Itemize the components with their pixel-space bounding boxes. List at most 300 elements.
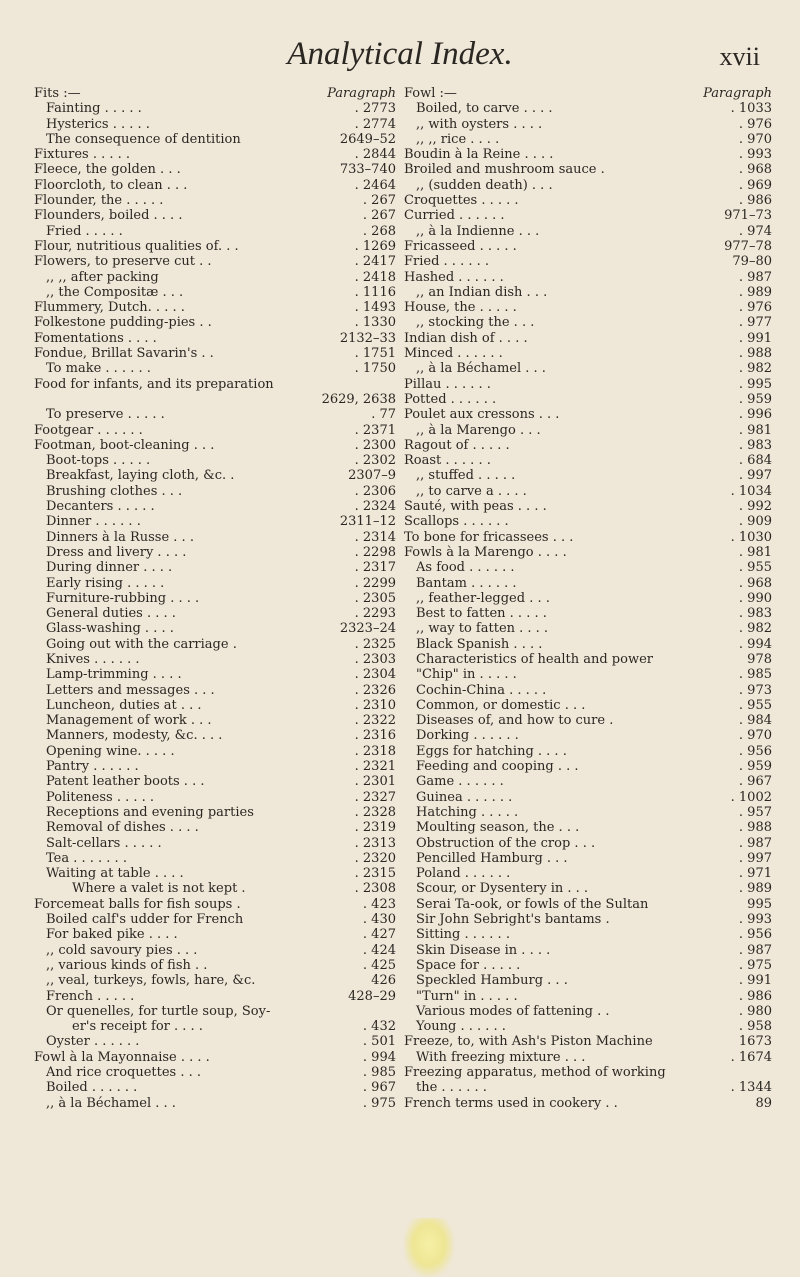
entry-text: With freezing mixture . . . [416, 1049, 586, 1065]
index-entry [404, 637, 772, 652]
entry-text: Folkestone pudding-pies . . [34, 315, 212, 331]
paragraph-number: . 970 [738, 131, 772, 147]
entry-text: Guinea . . . . . . [416, 789, 513, 805]
index-entry [404, 239, 772, 254]
paragraph-number: . 967 [362, 1080, 396, 1096]
entry-text: Fixtures . . . . . [34, 147, 131, 163]
paragraph-number: . 2774 [354, 116, 396, 132]
paragraph-number: . 959 [738, 759, 772, 775]
index-entry [404, 346, 772, 361]
index-entry [404, 958, 772, 973]
entry-text: Lamp-trimming . . . . [46, 667, 182, 683]
entry-text: Footman, boot-cleaning . . . [34, 437, 215, 453]
index-entry [404, 560, 772, 575]
entry-text: Bantam . . . . . . [416, 575, 517, 591]
index-entry [34, 836, 396, 851]
paragraph-number: . 970 [738, 728, 772, 744]
paragraph-number: . 994 [738, 636, 772, 652]
index-entry [34, 989, 396, 1004]
entry-text: Floorcloth, to clean . . . [34, 177, 188, 193]
index-entry [404, 881, 772, 896]
index-entry [404, 270, 772, 285]
paragraph-number: . 981 [738, 544, 772, 560]
entry-text: Croquettes . . . . . [404, 193, 519, 209]
paragraph-number: . 982 [738, 361, 772, 377]
paragraph-number: . 988 [738, 346, 772, 362]
paragraph-number: . 988 [738, 820, 772, 836]
index-entry [404, 759, 772, 774]
paragraph-number: . 2310 [354, 697, 396, 713]
entry-text: French . . . . . [46, 988, 135, 1004]
index-entry [404, 851, 772, 866]
paragraph-number: . 977 [738, 315, 772, 331]
paragraph-number: . 955 [738, 560, 772, 576]
paragraph-number: . 983 [738, 606, 772, 622]
index-entry [404, 484, 772, 499]
paragraph-number: . 968 [738, 575, 772, 591]
index-entry [404, 423, 772, 438]
paragraph-number: 2323–24 [339, 621, 396, 637]
paragraph-number: . 1002 [730, 789, 772, 805]
index-entry [34, 958, 396, 973]
index-entry [34, 545, 396, 560]
page-number: xvii [719, 42, 760, 71]
entry-text: Feeding and cooping . . . [416, 759, 579, 775]
index-entry [34, 759, 396, 774]
index-entry [404, 193, 772, 208]
index-entry [404, 285, 772, 300]
entry-text: As food . . . . . . [416, 560, 515, 576]
page-header [0, 30, 800, 78]
index-entry [404, 1096, 772, 1111]
index-entry [404, 377, 772, 392]
entry-text: Curried . . . . . . [404, 208, 505, 224]
index-entry [34, 1080, 396, 1095]
paragraph-number: . 976 [738, 300, 772, 316]
paragraph-number: . 2304 [354, 667, 396, 683]
entry-text: Ragout of . . . . . [404, 437, 510, 453]
entry-text: Politeness . . . . . [46, 789, 155, 805]
paragraph-number: . 2300 [354, 437, 396, 453]
paper-stain [404, 1218, 454, 1277]
entry-text: Fondue, Brillat Savarin's . . [34, 346, 214, 362]
paragraph-number: . 1030 [730, 529, 772, 545]
index-entry [34, 423, 396, 438]
index-entry [34, 744, 396, 759]
entry-text: ,, (sudden death) . . . [416, 177, 553, 193]
paragraph-number: . 982 [738, 621, 772, 637]
entry-text: Manners, modesty, &c. . . . [46, 728, 223, 744]
paragraph-number: . 990 [738, 590, 772, 606]
paragraph-number: . 501 [362, 1034, 396, 1050]
entry-text: Removal of dishes . . . . [46, 820, 199, 836]
entry-text: Fricasseed . . . . . [404, 238, 517, 254]
entry-text: Food for infants, and its preparation [34, 376, 274, 392]
entry-text: To bone for fricassees . . . [404, 529, 574, 545]
paragraph-number: . 430 [362, 912, 396, 928]
entry-text: To make . . . . . . [46, 361, 151, 377]
index-entry [34, 178, 396, 193]
paragraph-number: . 969 [738, 177, 772, 193]
index-entry [404, 1080, 772, 1095]
paragraph-number: . 955 [738, 697, 772, 713]
index-entry [34, 606, 396, 621]
index-entry [404, 820, 772, 835]
paragraph-number: . 427 [362, 927, 396, 943]
paragraph-number: . 974 [738, 223, 772, 239]
paragraph-number: . 980 [738, 1003, 772, 1019]
paragraph-number: . 958 [738, 1019, 772, 1035]
entry-text: ,, ,, rice . . . . [416, 131, 500, 147]
entry-text: "Turn" in . . . . . [416, 988, 518, 1004]
paragraph-number: . 986 [738, 193, 772, 209]
index-entry [34, 881, 396, 896]
paragraph-label: Paragraph [327, 86, 396, 101]
entry-text: ,, to carve a . . . . [416, 483, 527, 499]
paragraph-number: . 987 [738, 942, 772, 958]
entry-text: the . . . . . . [416, 1080, 487, 1096]
index-entry [34, 591, 396, 606]
entry-text: Freeze, to, with Ash's Piston Machine [404, 1034, 653, 1050]
entry-text: Flummery, Dutch. . . . . [34, 300, 185, 316]
paragraph-number: 2629, 2638 [321, 391, 396, 407]
entry-text: Diseases of, and how to cure . [416, 713, 614, 729]
paragraph-number: 995 [747, 896, 772, 912]
entry-text: Brushing clothes . . . [46, 483, 183, 499]
entry-text: Boiled calf's udder for French [46, 912, 244, 928]
entry-text: Cochin-China . . . . . [416, 682, 547, 698]
paragraph-number: . 968 [738, 162, 772, 178]
paragraph-number: . 985 [738, 667, 772, 683]
paragraph-number: . 2371 [354, 422, 396, 438]
paragraph-number: . 2301 [354, 774, 396, 790]
index-entry [34, 285, 396, 300]
index-entry [404, 927, 772, 942]
paragraph-number: . 956 [738, 743, 772, 759]
index-entry [34, 530, 396, 545]
index-entry [404, 438, 772, 453]
entry-text: Patent leather boots . . . [46, 774, 205, 790]
index-entry [34, 1019, 396, 1034]
entry-text: General duties . . . . [46, 606, 176, 622]
entry-text: ,, way to fatten . . . . [416, 621, 549, 637]
paragraph-number: . 2320 [354, 850, 396, 866]
index-entry [34, 851, 396, 866]
entry-text: Skin Disease in . . . . [416, 942, 551, 958]
entry-text: Space for . . . . . [416, 957, 521, 973]
index-entry [404, 836, 772, 851]
column-heading [404, 86, 772, 101]
index-entry [34, 147, 396, 162]
entry-text: For baked pike . . . . [46, 927, 178, 943]
index-entry [34, 392, 396, 407]
entry-text: Obstruction of the crop . . . [416, 835, 596, 851]
index-entry [34, 698, 396, 713]
entry-text: ,, stocking the . . . [416, 315, 535, 331]
paragraph-number: . 997 [738, 468, 772, 484]
index-entry [404, 1004, 772, 1019]
entry-text: ,, an Indian dish . . . [416, 284, 548, 300]
paragraph-number: . 989 [738, 881, 772, 897]
entry-text: Fowl à la Mayonnaise . . . . [34, 1049, 210, 1065]
paragraph-number: . 987 [738, 269, 772, 285]
index-entry [404, 744, 772, 759]
index-entry [34, 514, 396, 529]
entry-text: Hatching . . . . . [416, 804, 519, 820]
index-entry [404, 392, 772, 407]
entry-text: Game . . . . . . [416, 774, 504, 790]
index-entry [34, 866, 396, 881]
index-entry [404, 897, 772, 912]
entry-text: ,, various kinds of fish . . [46, 957, 208, 973]
index-entry [34, 576, 396, 591]
paragraph-number: . 2313 [354, 835, 396, 851]
entry-text: Waiting at table . . . . [46, 866, 184, 882]
entry-text: Fried . . . . . [46, 223, 123, 239]
entry-text: Boiled . . . . . . [46, 1080, 138, 1096]
paragraph-number: . 1493 [354, 300, 396, 316]
index-entry [34, 897, 396, 912]
entry-text: Management of work . . . [46, 713, 212, 729]
entry-text: Poland . . . . . . [416, 866, 511, 882]
paragraph-number: . 909 [738, 514, 772, 530]
index-entry [404, 315, 772, 330]
paragraph-number: . 1034 [730, 483, 772, 499]
index-entry [404, 1019, 772, 1034]
paragraph-number: . 424 [362, 942, 396, 958]
index-entry [404, 331, 772, 346]
entry-text: During dinner . . . . [46, 560, 173, 576]
entry-text: ,, à la Béchamel . . . [46, 1095, 176, 1111]
paragraph-number: . 967 [738, 774, 772, 790]
entry-text: Best to fatten . . . . . [416, 606, 547, 622]
entry-text: Sir John Sebright's bantams . [416, 912, 610, 928]
paragraph-number: . 992 [738, 499, 772, 515]
index-entry [404, 1050, 772, 1065]
paragraph-number: . 991 [738, 330, 772, 346]
index-entry [34, 774, 396, 789]
paragraph-number: . 2328 [354, 804, 396, 820]
paragraph-number: . 1751 [354, 346, 396, 362]
entry-text: Oyster . . . . . . [46, 1034, 140, 1050]
entry-text: The consequence of dentition [46, 131, 241, 147]
index-entry [34, 361, 396, 376]
paragraph-number: . 2844 [354, 147, 396, 163]
entry-text: ,, à la Marengo . . . [416, 422, 541, 438]
index-entry [34, 1065, 396, 1080]
index-entry [404, 514, 772, 529]
entry-text: Fried . . . . . . [404, 254, 489, 270]
index-entry [34, 254, 396, 269]
index-entry [34, 438, 396, 453]
entry-text: Fainting . . . . . [46, 101, 142, 117]
paragraph-number: . 2321 [354, 759, 396, 775]
index-entry [404, 683, 772, 698]
index-entry [34, 943, 396, 958]
paragraph-number: . 1674 [730, 1049, 772, 1065]
index-entry [34, 667, 396, 682]
entry-text: Dress and livery . . . . [46, 544, 187, 560]
index-entry [404, 912, 772, 927]
entry-text: Boot-tops . . . . . [46, 453, 151, 469]
entry-text: Fowls à la Marengo . . . . [404, 544, 567, 560]
entry-text: Going out with the carriage . [46, 636, 237, 652]
paragraph-number: . 2464 [354, 177, 396, 193]
entry-text: Luncheon, duties at . . . [46, 697, 202, 713]
paragraph-number: . 983 [738, 437, 772, 453]
index-entry [404, 1065, 772, 1080]
paragraph-number: . 684 [738, 453, 772, 469]
paragraph-number: . 956 [738, 927, 772, 943]
entry-text: Fleece, the golden . . . [34, 162, 181, 178]
paragraph-number: . 2298 [354, 544, 396, 560]
entry-text: Serai Ta-ook, or fowls of the Sultan [416, 896, 649, 912]
paragraph-number: 971–73 [724, 208, 772, 224]
paragraph-number: . 1269 [354, 238, 396, 254]
paragraph-number: . 985 [362, 1065, 396, 1080]
paragraph-number: . 1116 [354, 284, 396, 300]
index-entry [404, 224, 772, 239]
index-entry [34, 912, 396, 927]
entry-text: Scour, or Dysentery in . . . [416, 881, 589, 897]
entry-text: Flounders, boiled . . . . [34, 208, 183, 224]
entry-text: Boiled, to carve . . . . [416, 101, 553, 117]
paragraph-number: 2307–9 [348, 468, 396, 484]
index-entry [34, 162, 396, 177]
paragraph-number: . 2303 [354, 651, 396, 667]
entry-text: Eggs for hatching . . . . [416, 743, 567, 759]
entry-text: Letters and messages . . . [46, 682, 215, 698]
paragraph-number: . 2325 [354, 636, 396, 652]
entry-text: House, the . . . . . [404, 300, 517, 316]
heading-entry: Fits :— [34, 86, 81, 101]
index-entry [34, 208, 396, 223]
entry-text: ,, veal, turkeys, fowls, hare, &c. [46, 973, 256, 989]
index-entry [34, 484, 396, 499]
index-entry [404, 545, 772, 560]
paragraph-number: . 1750 [354, 361, 396, 377]
paragraph-number: . 993 [738, 912, 772, 928]
entry-text: Freezing apparatus, method of working [404, 1065, 666, 1080]
entry-text: ,, à la Béchamel . . . [416, 361, 546, 377]
index-entry [404, 147, 772, 162]
paragraph-number: . 423 [362, 896, 396, 912]
paragraph-number: . 957 [738, 804, 772, 820]
paragraph-number: . 994 [362, 1049, 396, 1065]
index-entry [404, 576, 772, 591]
index-entry [34, 973, 396, 988]
entry-text: Moulting season, the . . . [416, 820, 580, 836]
entry-text: Minced . . . . . . [404, 346, 503, 362]
paragraph-number: 428–29 [348, 988, 396, 1004]
entry-text: Sitting . . . . . . [416, 927, 510, 943]
entry-text: er's receipt for . . . . [72, 1019, 203, 1035]
paragraph-number: . 993 [738, 147, 772, 163]
index-entry [404, 621, 772, 636]
paragraph-number: . 2299 [354, 575, 396, 591]
paragraph-number: . 2293 [354, 606, 396, 622]
entry-text: Opening wine. . . . . [46, 743, 175, 759]
index-entry [34, 1050, 396, 1065]
entry-text: Salt-cellars . . . . . [46, 835, 162, 851]
paragraph-number: . 984 [738, 713, 772, 729]
index-entry [404, 805, 772, 820]
paragraph-number: . 976 [738, 116, 772, 132]
paragraph-number: . 2418 [354, 269, 396, 285]
paragraph-number: . 268 [362, 223, 396, 239]
paragraph-number: . 2316 [354, 728, 396, 744]
paragraph-number: . 2322 [354, 713, 396, 729]
paragraph-number: 2132–33 [339, 330, 396, 346]
paragraph-number: . 1330 [354, 315, 396, 331]
index-entry [404, 453, 772, 468]
index-entry [34, 499, 396, 514]
entry-text: French terms used in cookery . . [404, 1095, 618, 1111]
index-entry [404, 162, 772, 177]
paragraph-label: Paragraph [703, 86, 772, 101]
index-entry [34, 560, 396, 575]
entry-text: Various modes of fattening . . [416, 1003, 610, 1019]
entry-text: Fomentations . . . . [34, 330, 157, 346]
index-entry [34, 728, 396, 743]
index-entry [404, 178, 772, 193]
index-entry [404, 973, 772, 988]
index-entry [34, 315, 396, 330]
index-entry [34, 621, 396, 636]
entry-text: Tea . . . . . . . [46, 850, 127, 866]
index-entry [404, 667, 772, 682]
index-entry [404, 361, 772, 376]
paragraph-number: . 2324 [354, 499, 396, 515]
entry-text: ,, ,, after packing [46, 269, 159, 285]
index-entry [34, 1034, 396, 1049]
index-entry [34, 652, 396, 667]
entry-text: Young . . . . . . [416, 1019, 506, 1035]
entry-text: Pantry . . . . . . [46, 759, 139, 775]
entry-text: Black Spanish . . . . [416, 636, 543, 652]
paragraph-number: . 267 [362, 193, 396, 209]
index-entry [34, 407, 396, 422]
entry-text: ,, cold savoury pies . . . [46, 942, 198, 958]
index-entry [34, 101, 396, 116]
paragraph-number: . 267 [362, 208, 396, 224]
entry-text: Flounder, the . . . . . [34, 193, 164, 209]
entry-text: Dinners à la Russe . . . [46, 529, 194, 545]
index-entry [404, 132, 772, 147]
paragraph-number: . 2326 [354, 682, 396, 698]
entry-text: Poulet aux cressons . . . [404, 407, 560, 423]
index-column-left [34, 86, 396, 1111]
paragraph-number: . 987 [738, 835, 772, 851]
entry-text: "Chip" in . . . . . [416, 667, 517, 683]
paragraph-number: 89 [755, 1095, 772, 1111]
index-entry [34, 927, 396, 942]
paragraph-number: 978 [747, 651, 772, 667]
index-entry [404, 591, 772, 606]
entry-text: Speckled Hamburg . . . [416, 973, 568, 989]
index-entry [404, 208, 772, 223]
heading-entry: Fowl :— [404, 86, 457, 101]
paragraph-number: . 989 [738, 284, 772, 300]
paragraph-number: . 2305 [354, 590, 396, 606]
index-entry [404, 407, 772, 422]
entry-text: Knives . . . . . . [46, 651, 140, 667]
paragraph-number: . 995 [738, 376, 772, 392]
entry-text: Characteristics of health and power [416, 651, 653, 667]
index-entry [34, 193, 396, 208]
index-entry [34, 300, 396, 315]
index-entry [34, 239, 396, 254]
